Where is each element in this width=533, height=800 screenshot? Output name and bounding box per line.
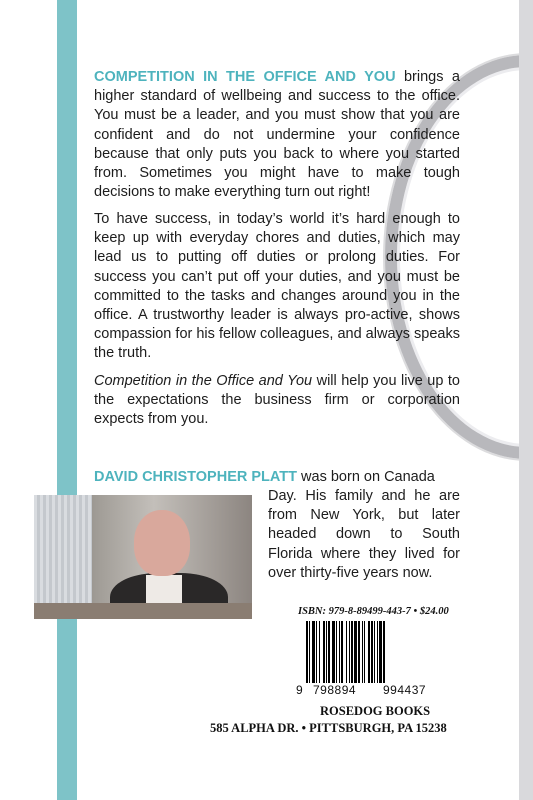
book-title-lead: COMPETITION IN THE OFFICE AND YOU [94,69,396,85]
barcode-group-left: 798894 [313,683,357,697]
paragraph-1-text: brings a higher standard of wellbeing and success to the office. You must be a leader, and you must show that you are confident and do not undermine your confidence because that only puts you back to where you started from. Sometimes you might have to make tough decisions to make everything turn out right! [94,69,460,201]
photo-chair-rail [34,603,252,619]
isbn-label: ISBN: [298,606,327,617]
publisher-name: ROSEDOG BOOKS [320,704,431,718]
barcode [296,621,458,698]
author-bio: Day. His family and he are from New York, but later headed down to South Florida where they lived for over thirty-five years now. [268,488,460,581]
barcode-digit-first: 9 [296,683,304,697]
isbn-line [298,606,454,617]
description-paragraph-3 [94,372,460,430]
book-title-italic: Competition in the Office and You [94,373,313,389]
paragraph-3-text: will help you live up to the expectations the business firm or corporation expects from you. [94,373,460,428]
author-name-line [94,468,435,487]
teal-side-bar [57,0,77,800]
barcode-gap [385,621,386,683]
description-paragraph-2: To have success, in today’s world it’s hard enough to keep up with everyday chores and duties, which may lead us to putting off duties or prolong duties. For success you can’t put off your duties, and you must be committed to the tasks and changes around you in the office. A trustworthy leader is always pro-active, shows compassion for his fellow colleagues, and always speaks the truth. [94,211,460,362]
author-photo [34,495,252,619]
price: • $24.00 [413,606,449,617]
publisher-address: 585 ALPHA DR. • PITTSBURGH, PA 15238 [210,721,447,735]
photo-head [134,510,190,576]
author-bio-first: was born on Canada [297,469,435,485]
description-paragraph-1 [94,68,460,202]
author-name: DAVID CHRISTOPHER PLATT [94,469,298,485]
photo-window-blind [34,495,92,619]
barcode-bars [306,621,454,683]
edge-strip [519,0,533,800]
isbn-number: 979-8-89499-443-7 [328,606,411,617]
barcode-group-right: 994437 [383,683,427,697]
